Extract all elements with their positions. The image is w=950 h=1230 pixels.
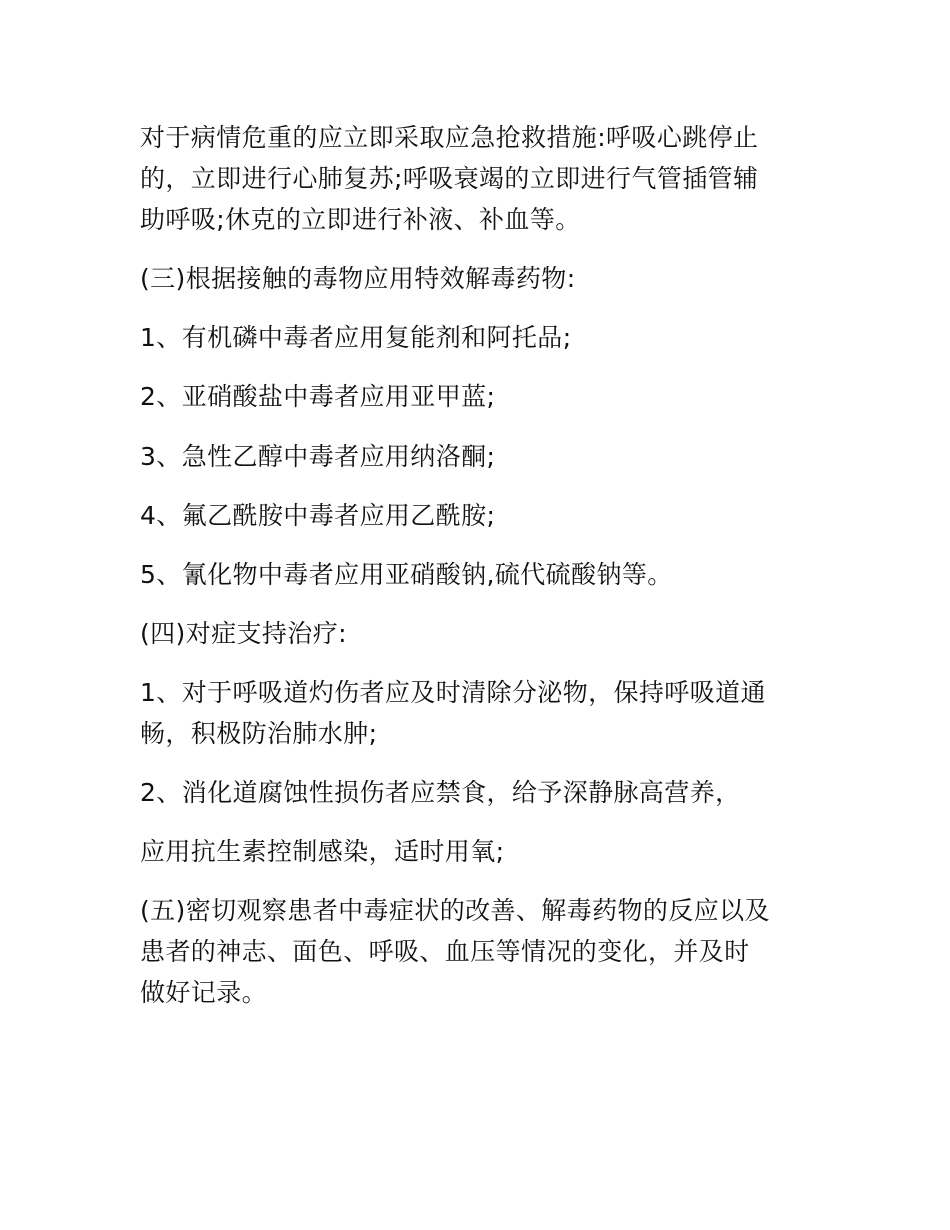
list-item: 1、对于呼吸道灼伤者应及时清除分泌物，保持呼吸道通 (140, 678, 766, 707)
paragraph-line: 应用抗生素控制感染，适时用氧; (140, 837, 505, 866)
list-item: 3、急性乙醇中毒者应用纳洛酮; (140, 442, 496, 471)
list-item: 1、有机磷中毒者应用复能剂和阿托品; (140, 323, 572, 352)
section-heading: (五)密切观察患者中毒症状的改善、解毒药物的反应以及 (140, 896, 770, 925)
list-item: 2、亚硝酸盐中毒者应用亚甲蓝; (140, 382, 496, 411)
paragraph-line: 的，立即进行心肺复苏;呼吸衰竭的立即进行气管插管辅 (140, 164, 759, 193)
paragraph-line: 患者的神志、面色、呼吸、血压等情况的变化，并及时 (140, 937, 750, 966)
list-item: 2、消化道腐蚀性损伤者应禁食，给予深静脉高营养， (140, 778, 741, 807)
paragraph-line: 做好记录。 (140, 978, 268, 1007)
section-heading: (四)对症支持治疗: (140, 619, 347, 648)
list-item: 5、氰化物中毒者应用亚硝酸钠,硫代硫酸钠等。 (140, 560, 673, 589)
list-item: 4、氟乙酰胺中毒者应用乙酰胺; (140, 501, 496, 530)
list-item: 畅，积极防治肺水肿; (140, 719, 378, 748)
paragraph-line: 对于病情危重的应立即采取应急抢救措施:呼吸心跳停止 (140, 123, 759, 152)
paragraph-line: 助呼吸;休克的立即进行补液、补血等。 (140, 205, 581, 234)
section-heading: (三)根据接触的毒物应用特效解毒药物: (140, 264, 576, 293)
